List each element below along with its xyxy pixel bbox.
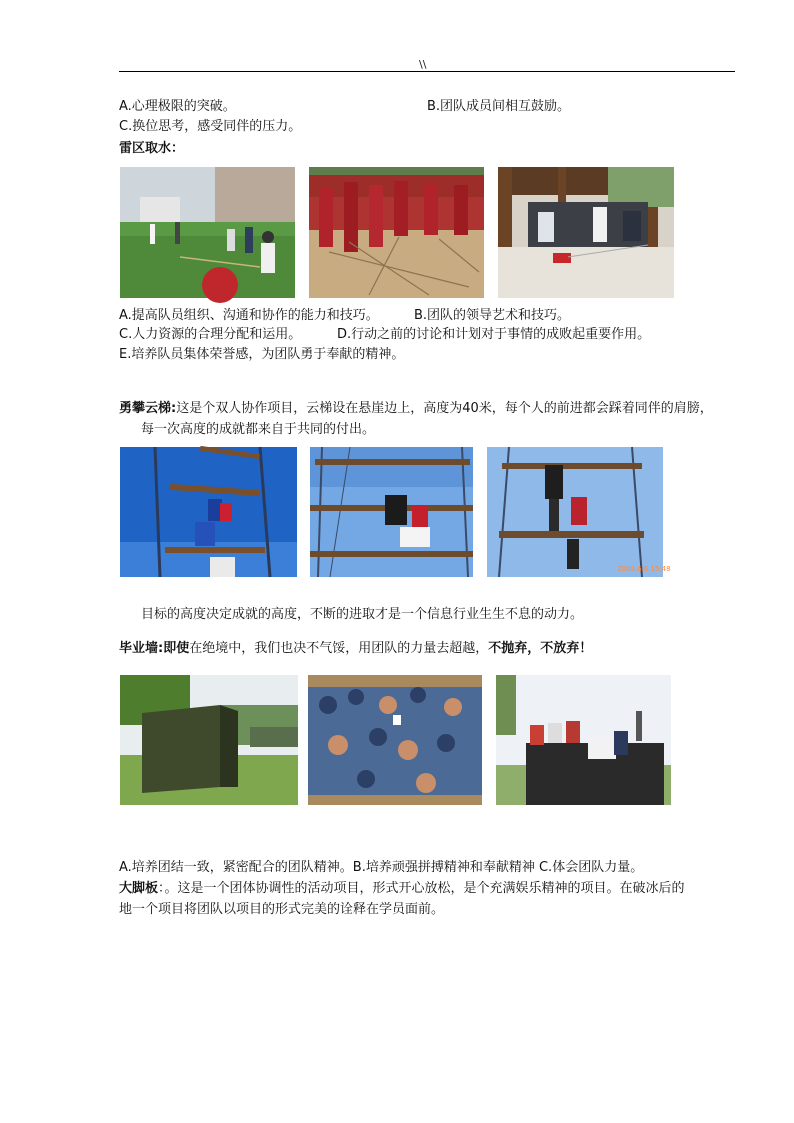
ladder-title: 勇攀云梯:	[119, 401, 177, 416]
wall-desc: 在绝境中，我们也决不气馁，用团队的力量去超越，	[189, 641, 489, 656]
minefield-goal-b: B.团队的领导艺术和技巧。	[414, 308, 571, 323]
photo-ladder-3	[487, 447, 671, 577]
photo-minefield-pavilion	[498, 167, 674, 298]
ladder-desc: 这是个双人协作项目，云梯设在悬崖边上，高度为40米，每个人的前进都会踩着同伴的肩膀，	[176, 401, 713, 416]
photo-ladder-1	[120, 447, 297, 577]
wall-summary: A.培养团结一致，紧密配合的团队精神。B.培养顽强拼搏精神和奉献精神 C.体会团队力量。	[119, 860, 644, 875]
option-a-text: A.心理极限的突破。	[119, 99, 236, 114]
photo-wall-climb	[496, 675, 671, 805]
bigfoot-desc: ：。这是一个团体协调性的活动项目，形式开心放松，是个充满娱乐精神的项目。在破冰后的	[158, 881, 685, 896]
bigfoot-desc-line2: 地一个项目将团队以项目的形式完美的诠释在学员面前。	[119, 902, 445, 917]
photo-ladder-2	[310, 447, 473, 577]
photo-minefield-field	[120, 167, 295, 298]
ladder-photo-watermark: 2009.6.6 15:48	[617, 565, 671, 573]
wall-title: 毕业墙:	[119, 641, 164, 656]
option-b-text: B.团队成员间相互鼓励。	[427, 99, 571, 114]
ladder-desc-line1	[119, 400, 713, 418]
header-rule	[119, 71, 735, 72]
minefield-goal-e: E.培养队员集体荣誉感，为团队勇于奉献的精神。	[119, 347, 405, 362]
photo-minefield-team	[309, 167, 484, 298]
photo-wall-outdoor	[120, 675, 298, 805]
bigfoot-title: 大脚板	[119, 881, 159, 896]
wall-lead: 即使	[163, 641, 190, 656]
minefield-goal-a: A.提高队员组织、沟通和协作的能力和技巧。	[119, 308, 379, 323]
option-c-text: C.换位思考，感受同伴的压力。	[119, 119, 302, 134]
minefield-title: 雷区取水：	[119, 141, 185, 156]
photo-wall-crowd	[308, 675, 482, 805]
wall-motto: 不抛弃，不放弃！	[488, 641, 593, 656]
ladder-conclusion: 目标的高度决定成就的高度，不断的进取才是一个信息行业生生不息的动力。	[141, 607, 584, 622]
minefield-goal-c: C.人力资源的合理分配和运用。	[119, 327, 302, 342]
bigfoot-desc-line1	[119, 880, 685, 898]
header-mark: \\	[419, 58, 427, 71]
ladder-desc-line2: 每一次高度的成就都来自于共同的付出。	[141, 422, 376, 437]
wall-desc-line	[119, 640, 592, 658]
minefield-goal-d: D.行动之前的讨论和计划对于事情的成败起重要作用。	[337, 327, 651, 342]
